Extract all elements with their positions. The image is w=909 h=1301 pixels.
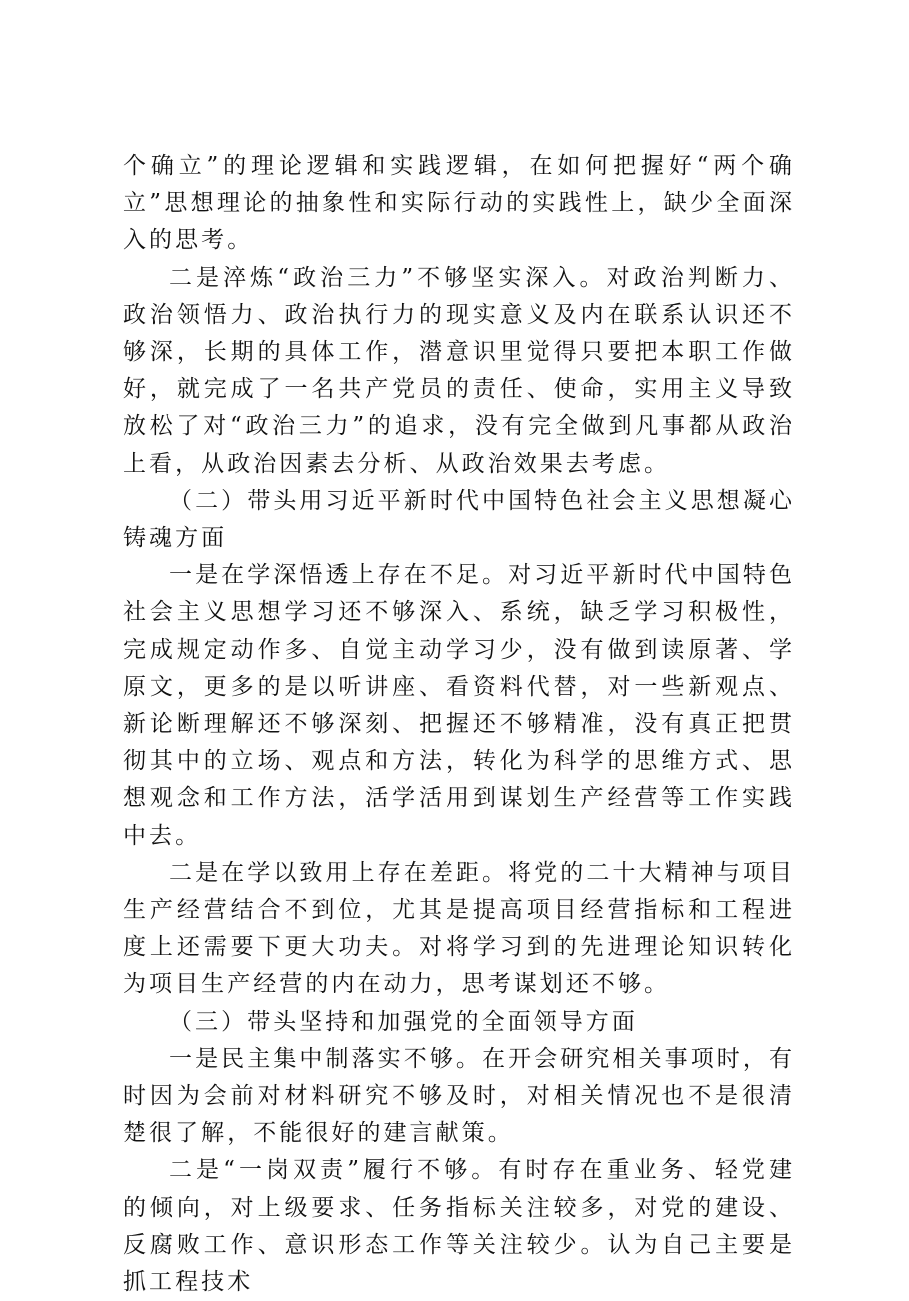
paragraph-political-three-abilities: 二是淬炼“政治三力”不够坚实深入。对政治判断力、政治领悟力、政治执行力的现实意义及内在联系认识还不够深，长期的具体工作，潜意识里觉得只要把本职工作做好，就完成了一名共产党员的责任、使命，实用主义导致放松了对“政治三力”的追求，没有完全做到凡事都从政治上看，从政治因素去分析、从政治效果去考虑。 [123, 264, 795, 477]
paragraph-apply-learning: 二是在学以致用上存在差距。将党的二十大精神与项目生产经营结合不到位，尤其是提高项目经营指标和工程进度上还需要下更大功夫。对将学习到的先进理论知识转化为项目生产经营的内在动力，思考谋划还不够。 [123, 859, 795, 998]
paragraph-study-deeply: 一是在学深悟透上存在不足。对习近平新时代中国特色社会主义思想学习还不够深入、系统，缺乏学习积极性，完成规定动作多、自觉主动学习少，没有做到读原著、学原文，更多的是以听讲座、看资料代替，对一些新观点、新论断理解还不够深刻、把握还不够精准，没有真正把贯彻其中的立场、观点和方法，转化为科学的思维方式、思想观念和工作方法，活学活用到谋划生产经营等工作实践中去。 [123, 562, 795, 849]
paragraph-democratic-centralism: 一是民主集中制落实不够。在开会研究相关事项时，有时因为会前对材料研究不够及时，对相关情况也不是很清楚很了解，不能很好的建言献策。 [123, 1045, 795, 1147]
section-heading-2: （二）带头用习近平新时代中国特色社会主义思想凝心铸魂方面 [123, 487, 795, 552]
paragraph-dual-responsibility: 二是“一岗双责”履行不够。有时存在重业务、轻党建的倾向，对上级要求、任务指标关注较多，对党的建设、反腐败工作、意识形态工作等关注较少。认为自己主要是抓工程技术 [123, 1157, 795, 1296]
paragraph-continuation: 个确立”的理论逻辑和实践逻辑，在如何把握好“两个确立”思想理论的抽象性和实际行动的实践性上，缺少全面深入的思考。 [123, 153, 795, 254]
document-body [123, 148, 795, 1301]
section-heading-3: （三）带头坚持和加强党的全面领导方面 [169, 1008, 638, 1035]
